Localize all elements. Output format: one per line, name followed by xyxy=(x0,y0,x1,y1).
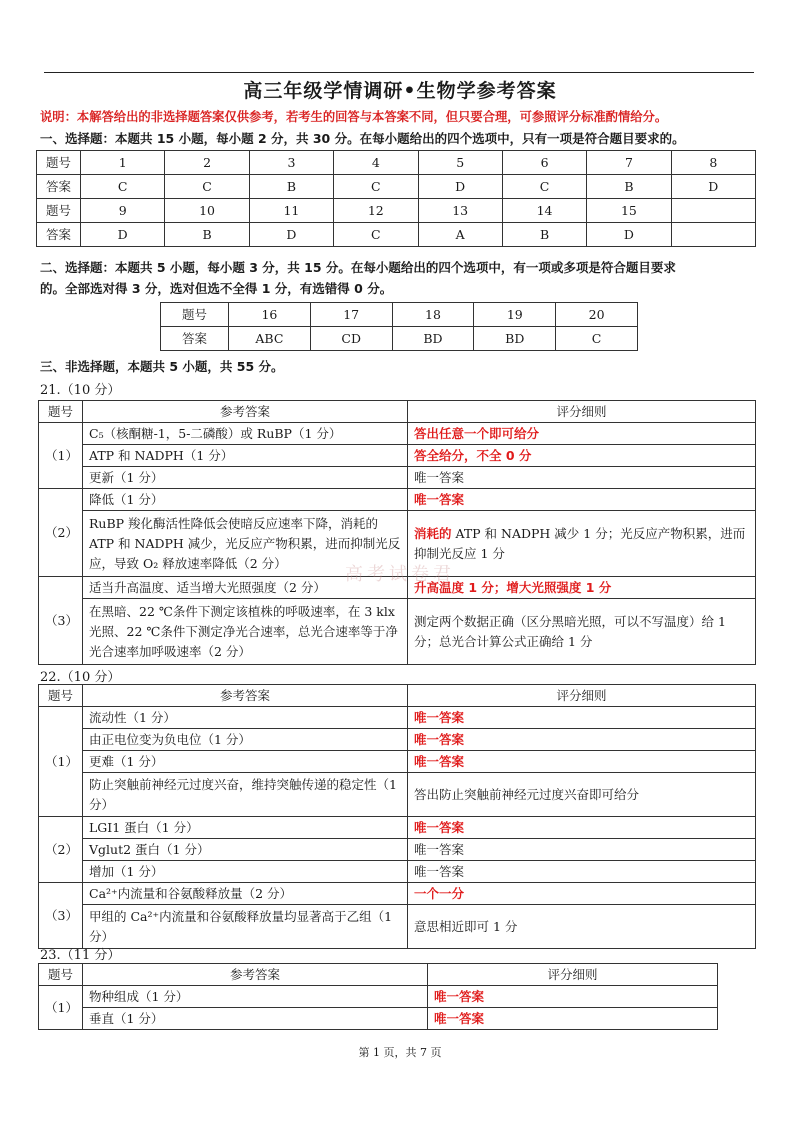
row-label: 题号 xyxy=(161,303,229,327)
table-row xyxy=(39,1008,718,1030)
rubric-cell: 唯一答案 xyxy=(408,817,756,839)
question-number: 19 xyxy=(474,303,556,327)
q21-label: 21.（10 分） xyxy=(40,383,121,398)
answer-cell: RuBP 羧化酶活性降低会使暗反应速率下降，消耗的 ATP 和 NADPH 减少，光反应产物积累，进而抑制光反应，导致 O₂ 释放速率降低（2 分） xyxy=(83,511,408,577)
answer-cell: 在黑暗、22 ℃条件下测定该植株的呼吸速率，在 3 klx 光照、22 ℃条件下测定净光合速率，总光合速率等于净光合速率加呼吸速率（2 分） xyxy=(83,599,408,665)
row-label: 答案 xyxy=(37,175,81,199)
row-label: 题号 xyxy=(37,199,81,223)
answer-cell: 更难（1 分） xyxy=(83,751,408,773)
table-row xyxy=(39,445,756,467)
rubric-cell: 唯一答案 xyxy=(408,729,756,751)
rubric-cell: 意思相近即可 1 分 xyxy=(408,905,756,949)
rubric-text: ATP 和 NADPH 减少 1 分；光反应产物积累，进而抑制光反应 1 分 xyxy=(414,525,746,561)
rubric-cell: 唯一答案 xyxy=(408,489,756,511)
table-row xyxy=(39,489,756,511)
table-row xyxy=(39,839,756,861)
answer-cell: D xyxy=(671,175,755,199)
q23-table xyxy=(38,963,718,1030)
question-number: 4 xyxy=(334,151,418,175)
table-row xyxy=(39,599,756,665)
header-answer: 参考答案 xyxy=(83,401,408,423)
answer-cell: C xyxy=(81,175,165,199)
answer-cell: 增加（1 分） xyxy=(83,861,408,883)
table-row xyxy=(39,817,756,839)
answer-cell: LGI1 蛋白（1 分） xyxy=(83,817,408,839)
table-row xyxy=(39,986,718,1008)
part-number: （2） xyxy=(39,817,83,883)
top-rule xyxy=(44,72,754,73)
part-number: （1） xyxy=(39,423,83,489)
section2-answer-table xyxy=(160,302,638,351)
answer-cell: BD xyxy=(392,327,474,351)
answer-cell: C xyxy=(334,223,418,247)
table-header-row xyxy=(39,401,756,423)
q22-table xyxy=(38,684,756,949)
answer-cell: D xyxy=(81,223,165,247)
header-rubric: 评分细则 xyxy=(408,685,756,707)
instructions-note: 说明：本解答给出的非选择题答案仅供参考，若考生的回答与本答案不同，但只要合理，可参照评分标准酌情给分。 xyxy=(40,110,668,124)
header-answer: 参考答案 xyxy=(83,964,428,986)
question-number: 16 xyxy=(229,303,311,327)
rubric-cell: 一个一分 xyxy=(408,883,756,905)
answer-cell: C xyxy=(165,175,249,199)
answer-cell: 更新（1 分） xyxy=(83,467,408,489)
question-number: 10 xyxy=(165,199,249,223)
table-row xyxy=(39,905,756,949)
table-row xyxy=(37,175,756,199)
rubric-cell: 答出防止突触前神经元过度兴奋即可给分 xyxy=(408,773,756,817)
answer-cell: C xyxy=(334,175,418,199)
question-number: 2 xyxy=(165,151,249,175)
part-number: （3） xyxy=(39,883,83,949)
row-label: 答案 xyxy=(161,327,229,351)
rubric-highlight: 消耗的 xyxy=(414,525,452,541)
question-number: 3 xyxy=(249,151,333,175)
question-number: 15 xyxy=(587,199,671,223)
table-row xyxy=(161,327,638,351)
answer-cell: 物种组成（1 分） xyxy=(83,986,428,1008)
table-row xyxy=(37,223,756,247)
section3-heading: 三、非选择题，本题共 5 小题，共 55 分。 xyxy=(40,359,284,374)
header-rubric: 评分细则 xyxy=(428,964,718,986)
answer-cell: C xyxy=(502,175,586,199)
answer-cell: C₅（核酮糖-1，5-二磷酸）或 RuBP（1 分） xyxy=(83,423,408,445)
header-rubric: 评分细则 xyxy=(408,401,756,423)
question-number: 20 xyxy=(556,303,638,327)
q23-label: 23.（11 分） xyxy=(40,948,121,963)
answer-cell: BD xyxy=(474,327,556,351)
answer-cell: CD xyxy=(310,327,392,351)
answer-cell: D xyxy=(249,223,333,247)
part-number: （2） xyxy=(39,489,83,577)
table-row xyxy=(161,303,638,327)
answer-cell: B xyxy=(587,175,671,199)
answer-cell: 防止突触前神经元过度兴奋，维持突触传递的稳定性（1 分） xyxy=(83,773,408,817)
rubric-cell: 唯一答案 xyxy=(408,467,756,489)
q21-table xyxy=(38,400,756,665)
answer-cell: B xyxy=(249,175,333,199)
answer-cell: 降低（1 分） xyxy=(83,489,408,511)
table-header-row xyxy=(39,685,756,707)
section2-heading-line2: 的。全部选对得 3 分，选对但选不全得 1 分，有选错得 0 分。 xyxy=(40,281,393,296)
table-header-row xyxy=(39,964,718,986)
table-row xyxy=(39,773,756,817)
question-number: 5 xyxy=(418,151,502,175)
watermark: 高考试卷君 xyxy=(345,564,455,585)
answer-cell: C xyxy=(556,327,638,351)
question-number: 14 xyxy=(502,199,586,223)
rubric-cell: 答出任意一个即可给分 xyxy=(408,423,756,445)
answer-cell: 流动性（1 分） xyxy=(83,707,408,729)
answer-cell: Vglut2 蛋白（1 分） xyxy=(83,839,408,861)
header-num: 题号 xyxy=(39,401,83,423)
question-number: 1 xyxy=(81,151,165,175)
rubric-cell: 答全给分，不全 0 分 xyxy=(408,445,756,467)
rubric-cell: 测定两个数据正确（区分黑暗光照，可以不写温度）给 1 分；总光合计算公式正确给 1 分 xyxy=(408,599,756,665)
part-number: （1） xyxy=(39,707,83,817)
part-number: （3） xyxy=(39,577,83,665)
table-row xyxy=(39,883,756,905)
question-number: 9 xyxy=(81,199,165,223)
question-number: 12 xyxy=(334,199,418,223)
rubric-cell: 唯一答案 xyxy=(408,707,756,729)
rubric-cell: 唯一答案 xyxy=(408,839,756,861)
answer-cell: 垂直（1 分） xyxy=(83,1008,428,1030)
table-row xyxy=(39,467,756,489)
table-row xyxy=(39,707,756,729)
rubric-cell: 升高温度 1 分；增大光照强度 1 分 xyxy=(408,577,756,599)
question-number: 6 xyxy=(502,151,586,175)
header-num: 题号 xyxy=(39,685,83,707)
header-num: 题号 xyxy=(39,964,83,986)
question-number: 17 xyxy=(310,303,392,327)
answer-cell: 甲组的 Ca²⁺内流量和谷氨酸释放量均显著高于乙组（1 分） xyxy=(83,905,408,949)
section2-heading-line1: 二、选择题：本题共 5 小题，每小题 3 分，共 15 分。在每小题给出的四个选项中，有一项或多项是符合题目要求 xyxy=(40,260,676,275)
table-row xyxy=(37,199,756,223)
page-title: 高三年级学情调研•生物学参考答案 xyxy=(243,80,557,102)
table-row xyxy=(39,423,756,445)
answer-cell: Ca²⁺内流量和谷氨酸释放量（2 分） xyxy=(83,883,408,905)
question-number: 18 xyxy=(392,303,474,327)
rubric-cell: 唯一答案 xyxy=(428,986,718,1008)
answer-cell: D xyxy=(418,175,502,199)
answer-cell: ABC xyxy=(229,327,311,351)
answer-cell: B xyxy=(165,223,249,247)
row-label: 答案 xyxy=(37,223,81,247)
rubric-cell: 唯一答案 xyxy=(408,861,756,883)
question-number: 13 xyxy=(418,199,502,223)
answer-cell: A xyxy=(418,223,502,247)
rubric-cell xyxy=(408,511,756,577)
table-row xyxy=(39,861,756,883)
question-number xyxy=(671,199,755,223)
header-answer: 参考答案 xyxy=(83,685,408,707)
answer-cell: ATP 和 NADPH（1 分） xyxy=(83,445,408,467)
section1-heading: 一、选择题：本题共 15 小题，每小题 2 分，共 30 分。在每小题给出的四个选项中，只有一项是符合题目要求的。 xyxy=(40,131,685,146)
table-row xyxy=(39,751,756,773)
answer-cell: B xyxy=(502,223,586,247)
row-label: 题号 xyxy=(37,151,81,175)
section1-answer-table xyxy=(36,150,756,247)
table-row xyxy=(39,729,756,751)
answer-cell: D xyxy=(587,223,671,247)
question-number: 8 xyxy=(671,151,755,175)
answer-cell: 由正电位变为负电位（1 分） xyxy=(83,729,408,751)
question-number: 7 xyxy=(587,151,671,175)
rubric-cell: 唯一答案 xyxy=(408,751,756,773)
rubric-cell: 唯一答案 xyxy=(428,1008,718,1030)
page-footer: 第 1 页，共 7 页 xyxy=(358,1046,442,1059)
question-number: 11 xyxy=(249,199,333,223)
part-number: （1） xyxy=(39,986,83,1030)
table-row xyxy=(37,151,756,175)
answer-cell: 适当升高温度、适当增大光照强度（2 分） xyxy=(83,577,408,599)
q22-label: 22.（10 分） xyxy=(40,670,121,685)
answer-cell xyxy=(671,223,755,247)
